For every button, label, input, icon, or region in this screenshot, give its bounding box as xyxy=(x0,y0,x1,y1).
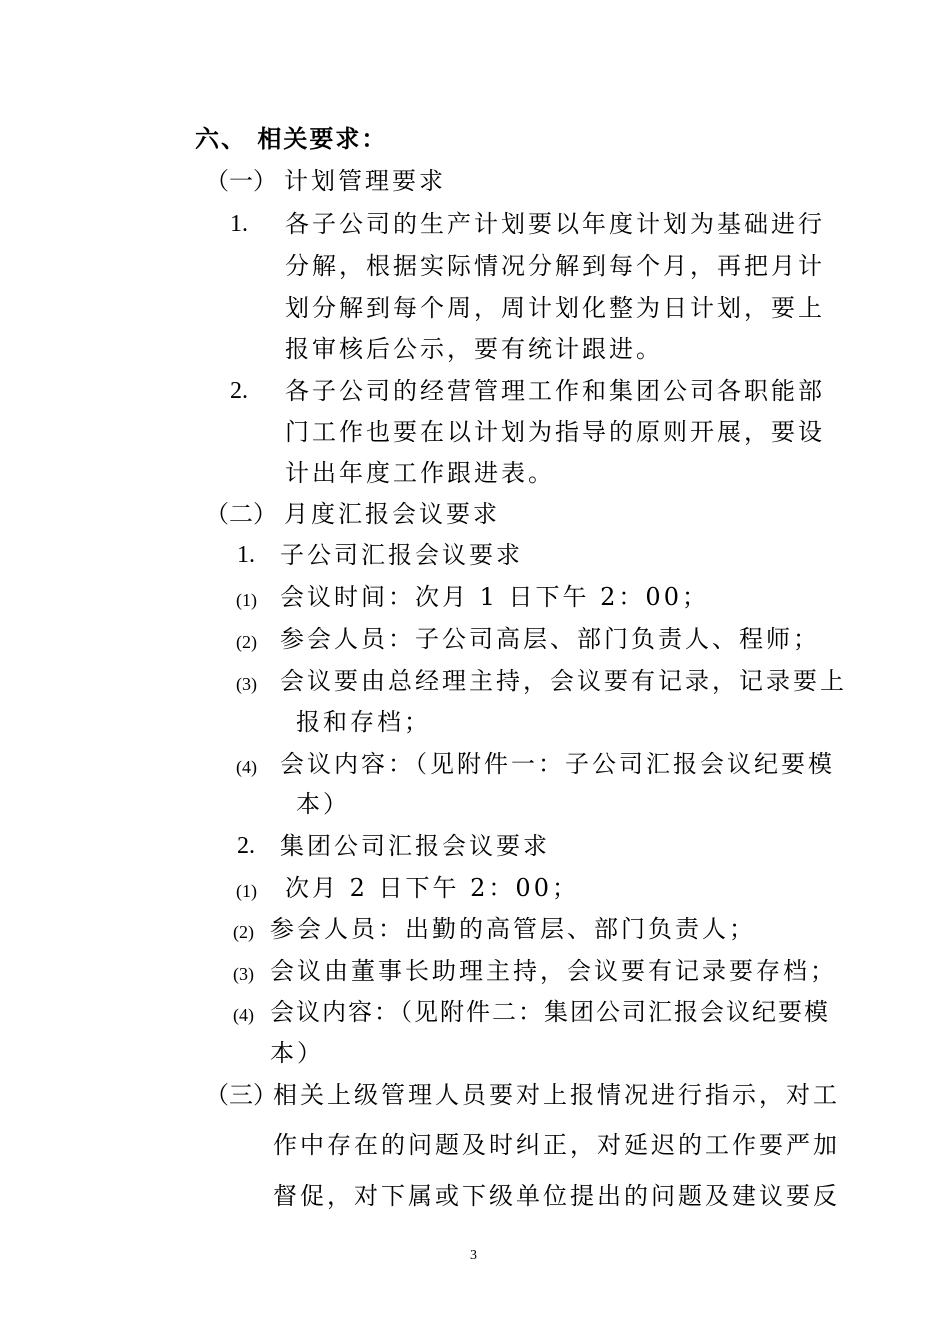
part1-item2-line1: 各子公司的经营管理工作和集团公司各职能部 xyxy=(285,377,825,405)
part2-sub2-heading: 集团公司汇报会议要求 xyxy=(280,832,550,860)
part2-sub1-item4-number: (4) xyxy=(236,757,257,777)
page-number: 3 xyxy=(470,1248,477,1263)
part2-sub2-item4-line2: 本） xyxy=(270,1039,324,1067)
part2-sub1-item3-line2: 报和存档； xyxy=(296,708,431,736)
part2-sub2-item4-line1: 会议内容：（见附件二：集团公司汇报会议纪要模 xyxy=(270,998,830,1026)
part1-item1-line4: 报审核后公示，要有统计跟进。 xyxy=(285,335,663,363)
part2-sub1-heading: 子公司汇报会议要求 xyxy=(280,541,523,569)
part1-item1-line2: 分解，根据实际情况分解到每个月，再把月计 xyxy=(285,252,825,280)
part1-item1-line1: 各子公司的生产计划要以年度计划为基础进行 xyxy=(285,210,825,238)
part2-sub2-item2-line1: 参会人员：出勤的高管层、部门负责人； xyxy=(270,915,756,943)
part1-item2-line2: 门工作也要在以计划为指导的原则开展，要设 xyxy=(285,418,825,446)
part2-sub2-item4-number: (4) xyxy=(233,1005,254,1025)
part2-sub2-item1-line1: 次月 2 日下午 2：00； xyxy=(285,874,579,902)
part2-heading: 月度汇报会议要求 xyxy=(284,500,500,528)
part2-sub2-number: 2. xyxy=(237,833,255,859)
part1-label: （一） xyxy=(205,167,277,195)
part2-sub1-item1-line1: 会议时间：次月 1 日下午 2：00； xyxy=(280,583,709,611)
part1-item1-number: 1. xyxy=(230,211,248,237)
part2-label: （二） xyxy=(205,500,277,528)
part2-sub1-item3-number: (3) xyxy=(236,674,257,694)
part2-sub2-item2-number: (2) xyxy=(233,922,254,942)
part1-heading: 计划管理要求 xyxy=(284,167,446,195)
part1-item2-number: 2. xyxy=(230,378,248,404)
part2-sub1-item3-line1: 会议要由总经理主持，会议要有记录，记录要上 xyxy=(280,667,847,695)
part2-sub1-item1-number: (1) xyxy=(236,590,257,610)
part2-sub1-item2-line1: 参会人员：子公司高层、部门负责人、程师； xyxy=(280,625,820,653)
part3-line2: 作中存在的问题及时纠正，对延迟的工作要严加 xyxy=(273,1131,840,1159)
part2-sub1-item2-number: (2) xyxy=(236,632,257,652)
part2-sub2-item3-number: (3) xyxy=(233,964,254,984)
part3-line1: 相关上级管理人员要对上报情况进行指示，对工 xyxy=(273,1081,840,1109)
part2-sub2-item1-number: (1) xyxy=(236,881,257,901)
part2-sub1-item4-line1: 会议内容：（见附件一：子公司汇报会议纪要模 xyxy=(280,750,835,778)
part2-sub2-item3-line1: 会议由董事长助理主持，会议要有记录要存档； xyxy=(270,957,837,985)
part1-item2-line3: 计出年度工作跟进表。 xyxy=(285,459,555,487)
section-title: 六、 相关要求： xyxy=(195,125,388,153)
part2-sub1-number: 1. xyxy=(237,542,255,568)
part1-item1-line3: 划分解到每个周，周计划化整为日计划，要上 xyxy=(285,294,825,322)
part2-sub1-item4-line2: 本） xyxy=(296,790,350,818)
part3-label: （三） xyxy=(205,1081,277,1109)
part3-line3: 督促，对下属或下级单位提出的问题及建议要反 xyxy=(273,1182,840,1210)
